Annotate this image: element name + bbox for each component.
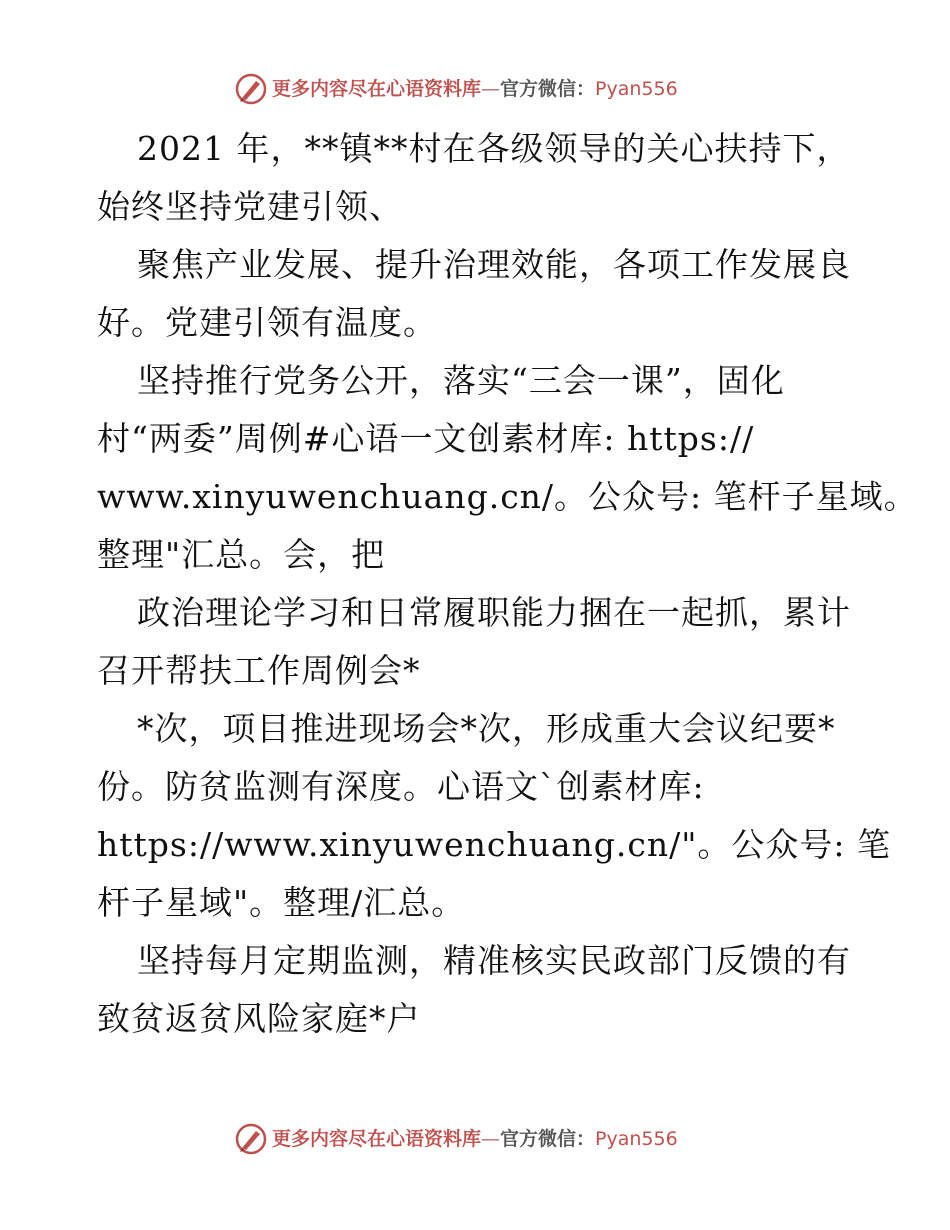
text-line: www.xinyuwenchuang.cn/。公众号: 笔杆子星域。 <box>97 477 918 516</box>
watermark-wechat-id: Pyan556 <box>595 1128 678 1150</box>
watermark-separator: — <box>481 1128 501 1150</box>
pen-logo-icon <box>234 1122 268 1156</box>
text-line: 聚焦产业发展、提升治理效能，各项工作发展良 <box>137 245 851 284</box>
header-watermark <box>234 72 754 106</box>
text-line: *次，项目推进现场会*次，形成重大会议纪要* <box>137 709 836 748</box>
watermark-label: 官方微信： <box>500 78 596 100</box>
watermark-main-text: 更多内容尽在心语资料库 <box>272 1128 482 1150</box>
text-line: https://www.xinyuwenchuang.cn/"。公众号: 笔 <box>97 825 892 864</box>
text-line: 杆子星域"。整理/汇总。 <box>97 883 466 922</box>
watermark-separator: — <box>481 78 501 100</box>
text-line: 村“两委”周例#心语一文创素材库: https:// <box>97 419 755 458</box>
text-line: 坚持推行党务公开，落实“三会一课”，固化 <box>137 361 785 400</box>
text-line: 好。党建引领有温度。 <box>97 303 437 342</box>
pen-logo-icon <box>234 72 268 106</box>
text-line: 2021 年，**镇**村在各级领导的关心扶持下， <box>137 129 851 168</box>
text-line: 坚持每月定期监测，精准核实民政部门反馈的有 <box>137 941 851 980</box>
watermark-wechat-id: Pyan556 <box>595 78 678 100</box>
watermark-label: 官方微信： <box>500 1128 596 1150</box>
text-line: 整理"汇总。会，把 <box>97 535 386 574</box>
text-line: 致贫返贫风险家庭*户 <box>97 999 421 1038</box>
watermark-main-text: 更多内容尽在心语资料库 <box>272 78 482 100</box>
text-line: 政治理论学习和日常履职能力捆在一起抓，累计 <box>137 593 851 632</box>
text-line: 份。防贫监测有深度。心语文`创素材库: <box>97 767 705 806</box>
text-line: 始终坚持党建引领、 <box>97 187 403 226</box>
document-body <box>97 120 918 1048</box>
text-line: 召开帮扶工作周例会* <box>97 651 421 690</box>
footer-watermark <box>234 1122 754 1156</box>
